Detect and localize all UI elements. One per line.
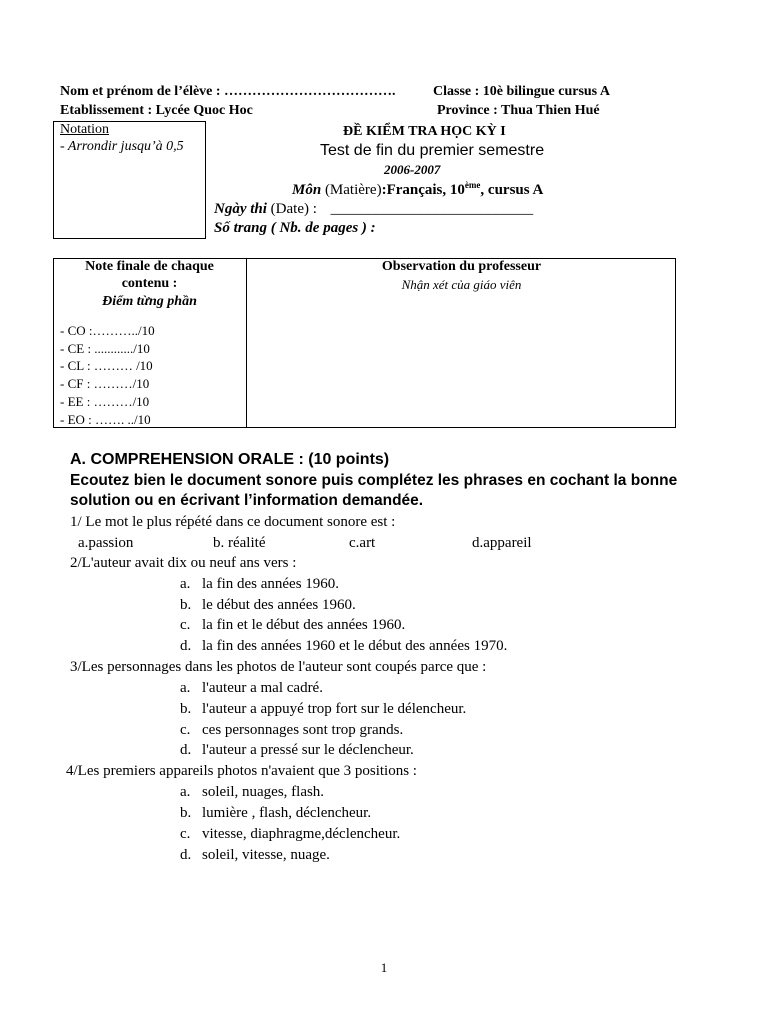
question-3: 3/Les personnages dans les photos de l'auteur sont coupés parce que : bbox=[70, 659, 487, 675]
exam-date: Ngày thi (Date) : ___________________________ bbox=[214, 201, 534, 217]
section-a-instruction-1: Ecoutez bien le document sonore puis complétez les phrases en cochant la bonne bbox=[70, 472, 678, 489]
q4-option-c[interactable]: c. vitesse, diaphragme,déclencheur. bbox=[180, 826, 401, 842]
question-1: 1/ Le mot le plus répété dans ce document sonore est : bbox=[70, 514, 396, 530]
notation-box bbox=[53, 121, 206, 239]
q1-option-c[interactable]: c.art bbox=[349, 535, 376, 551]
exam-title-fr: Test de fin du premier semestre bbox=[320, 142, 545, 159]
class-label: Classe : 10è bilingue cursus A bbox=[433, 84, 610, 99]
grade-eo: - EO : ……. ../10 bbox=[60, 412, 151, 427]
q4-option-d[interactable]: d. soleil, vitesse, nuage. bbox=[180, 847, 330, 863]
exam-title-vi: ĐỀ KIỂM TRA HỌC KỲ I bbox=[343, 124, 506, 139]
grade-ee: - EE : ………/10 bbox=[60, 394, 150, 409]
school-label: Etablissement : Lycée Quoc Hoc bbox=[60, 103, 253, 118]
section-a-instruction-2: solution ou en écrivant l’information demandée. bbox=[70, 492, 424, 509]
grade-co: - CO :………../10 bbox=[60, 323, 155, 338]
page-number: 1 bbox=[380, 960, 388, 975]
q1-option-b[interactable]: b. réalité bbox=[213, 535, 266, 551]
observation-title-vi: Nhận xét của giáo viên bbox=[401, 277, 522, 292]
grades-header-2: contenu : bbox=[121, 276, 178, 291]
province-label: Province : Thua Thien Hué bbox=[437, 103, 600, 118]
q4-option-a[interactable]: a. soleil, nuages, flash. bbox=[180, 784, 325, 800]
q3-option-c[interactable]: c. ces personnages sont trop grands. bbox=[180, 722, 404, 738]
q2-option-d[interactable]: d. la fin des années 1960 et le début des années 1970. bbox=[180, 638, 508, 654]
question-2: 2/L'auteur avait dix ou neuf ans vers : bbox=[70, 555, 297, 571]
q2-option-b[interactable]: b. le début des années 1960. bbox=[180, 597, 356, 613]
exam-subject: Môn (Matière):Français, 10ème, cursus A bbox=[292, 180, 544, 198]
q4-option-b[interactable]: b. lumière , flash, déclencheur. bbox=[180, 805, 372, 821]
grades-header-vi: Điểm từng phần bbox=[102, 294, 197, 309]
question-4: 4/Les premiers appareils photos n'avaient que 3 positions : bbox=[66, 763, 417, 779]
q3-option-d[interactable]: d. l'auteur a pressé sur le déclencheur. bbox=[180, 742, 414, 758]
exam-year: 2006-2007 bbox=[384, 162, 441, 177]
q3-option-a[interactable]: a. l'auteur a mal cadré. bbox=[180, 680, 323, 696]
section-a-title: A. COMPREHENSION ORALE : (10 points) bbox=[70, 451, 390, 468]
notation-title: Notation bbox=[60, 122, 109, 137]
exam-pages: Số trang ( Nb. de pages ) : bbox=[214, 220, 376, 236]
grade-ce: - CE : ............/10 bbox=[60, 341, 150, 356]
grade-cf: - CF : ………/10 bbox=[60, 376, 150, 391]
observation-title: Observation du professeur bbox=[381, 259, 542, 274]
q1-option-a[interactable]: a.passion bbox=[78, 535, 134, 551]
grade-cl: - CL : ……… /10 bbox=[60, 358, 153, 373]
q2-option-a[interactable]: a. la fin des années 1960. bbox=[180, 576, 340, 592]
notation-rule: - Arrondir jusqu’à 0,5 bbox=[60, 139, 184, 154]
q1-option-d[interactable]: d.appareil bbox=[472, 535, 532, 551]
grades-header-1: Note finale de chaque bbox=[85, 259, 214, 274]
q2-option-c[interactable]: c. la fin et le début des années 1960. bbox=[180, 617, 406, 633]
q3-option-b[interactable]: b. l'auteur a appuyé trop fort sur le délencheur. bbox=[180, 701, 467, 717]
student-name-field: Nom et prénom de l’élève : ………………………………. bbox=[60, 84, 396, 99]
